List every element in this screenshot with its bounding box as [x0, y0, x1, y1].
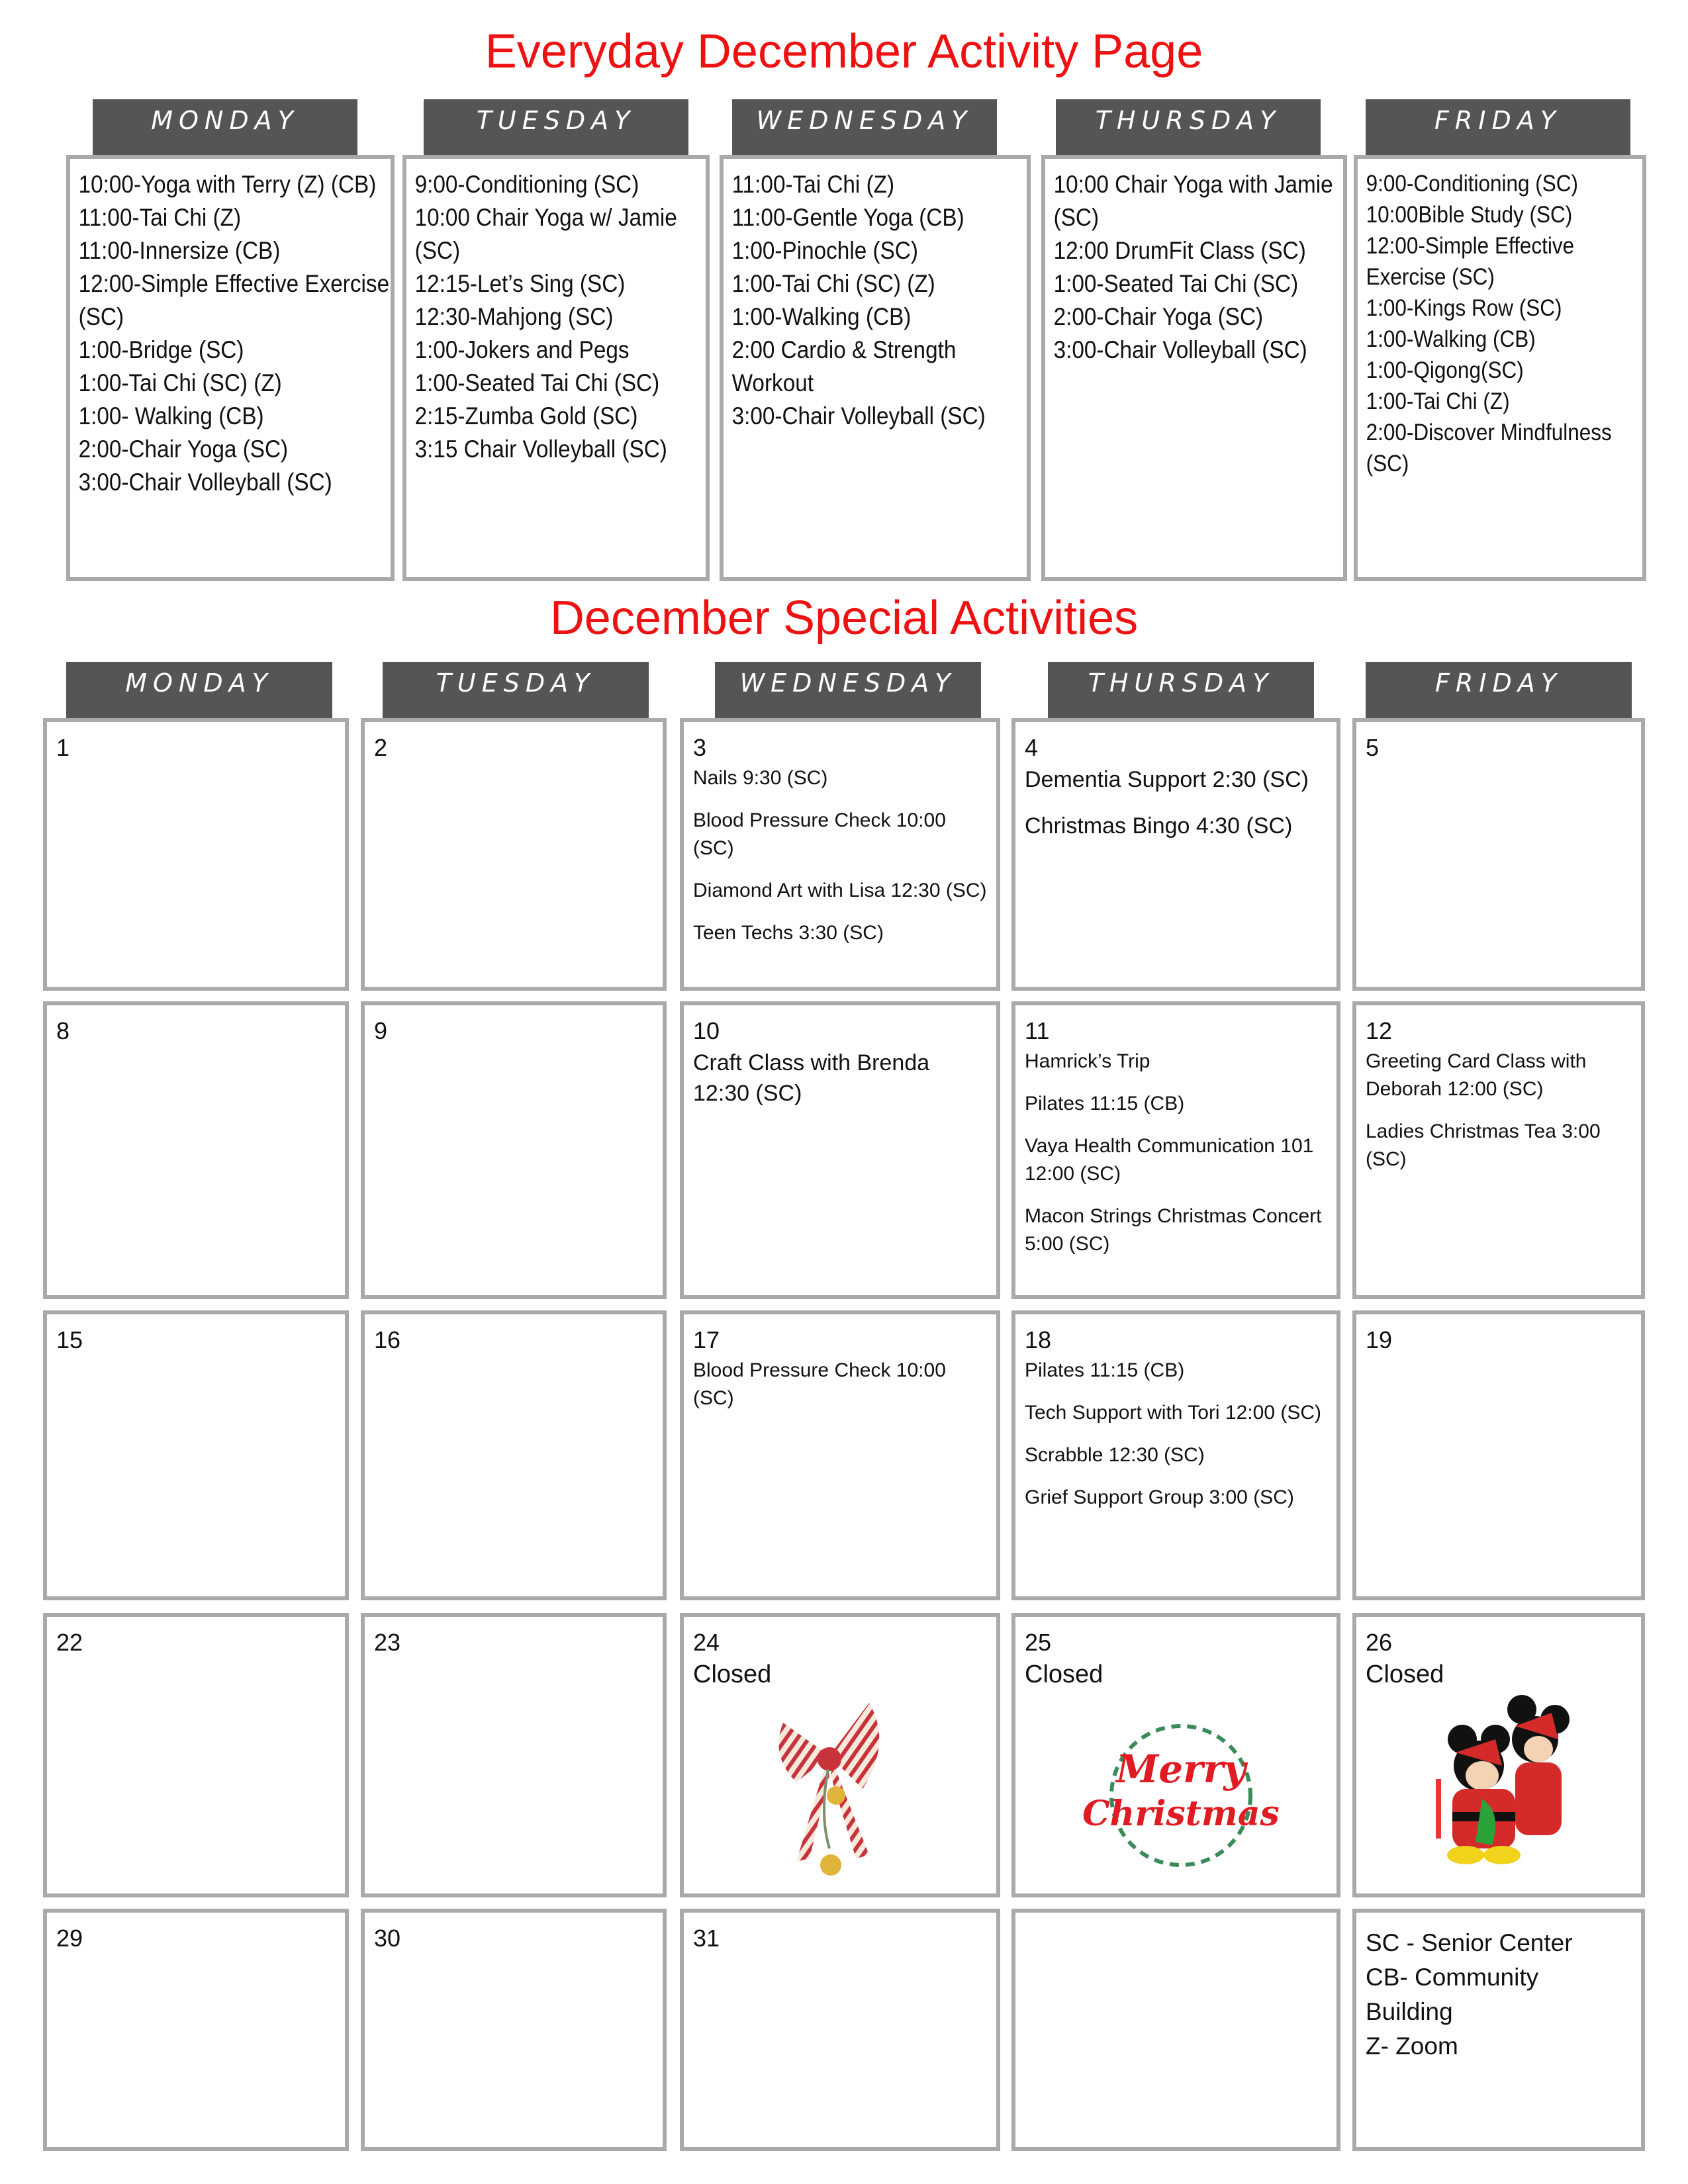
- activity-item: 3:15 Chair Volleyball (SC): [414, 435, 667, 463]
- activity-item: 12:30-Mahjong (SC): [414, 303, 614, 330]
- calendar-day-cell: [43, 1613, 349, 1897]
- special-activity: Blood Pressure Check 10:00 (SC): [693, 1359, 946, 1409]
- activity-item: 2:00 Cardio & Strength Workout: [731, 336, 957, 396]
- everyday-box-monday: [66, 155, 395, 581]
- special-activity: Vaya Health Communication 101 12:00 (SC): [1025, 1135, 1314, 1185]
- merry-christmas-lettering-image: [1082, 1716, 1280, 1878]
- activity-item: 2:00-Chair Yoga (SC): [1053, 303, 1264, 330]
- day-number: 2: [374, 734, 388, 761]
- special-activity: Christmas Bingo 4:30 (SC): [1025, 813, 1293, 839]
- calendar-day-cell: [1011, 718, 1340, 991]
- calendar-day-cell: [1352, 1613, 1645, 1897]
- day-number: [1015, 1913, 1336, 1925]
- everyday-header-friday: FRIDAY: [1366, 99, 1630, 155]
- activity-item: 1:00-Pinochle (SC): [731, 237, 918, 264]
- calendar-day-cell: [680, 1909, 1000, 2151]
- day-number: 4: [1025, 734, 1039, 761]
- day-number: 3: [693, 734, 707, 761]
- activity-list: [1356, 1045, 1641, 1173]
- activity-item: 12:00 DrumFit Class (SC): [1053, 237, 1306, 264]
- activity-item: 1:00-Tai Chi (SC) (Z): [731, 270, 935, 297]
- everyday-list-wednesday: [724, 159, 1035, 433]
- everyday-box-thursday: [1041, 155, 1347, 581]
- day-number: 25: [1025, 1629, 1052, 1656]
- activity-item: 11:00-Tai Chi (Z): [78, 204, 242, 231]
- legend-item: CB- Community Building: [1366, 1964, 1539, 2025]
- christmas-bow-with-bells-image: [757, 1696, 902, 1885]
- activity-item: 3:00-Chair Volleyball (SC): [731, 402, 986, 430]
- everyday-list-tuesday: [406, 159, 714, 466]
- special-activity: Nails 9:30 (SC): [693, 767, 828, 789]
- calendar-day-cell: [361, 1909, 667, 2151]
- special-activity: Tech Support with Tori 12:00 (SC): [1025, 1402, 1321, 1424]
- activity-item: 9:00-Conditioning (SC): [1366, 171, 1579, 197]
- activity-item: 1:00-Tai Chi (SC) (Z): [78, 369, 282, 396]
- special-activity: Dementia Support 2:30 (SC): [1025, 767, 1309, 792]
- day-number: 19: [1366, 1326, 1393, 1353]
- special-activity: Diamond Art with Lisa 12:30 (SC): [693, 880, 987, 901]
- day-number: 31: [693, 1925, 720, 1952]
- calendar-day-cell: [1011, 1001, 1340, 1299]
- day-number: 26: [1366, 1629, 1393, 1656]
- calendar-day-cell: [43, 1001, 349, 1299]
- day-number: 8: [56, 1017, 70, 1044]
- calendar-day-cell: [680, 1001, 1000, 1299]
- special-activity: Teen Techs 3:30 (SC): [693, 922, 884, 944]
- special-header-friday: FRIDAY: [1366, 662, 1632, 720]
- day-number: 17: [693, 1326, 720, 1353]
- special-activity: Craft Class with Brenda 12:30 (SC): [693, 1050, 930, 1106]
- activity-item: 11:00-Innersize (CB): [78, 237, 281, 264]
- special-activity: Macon Strings Christmas Concert 5:00 (SC): [1025, 1205, 1322, 1255]
- calendar-day-cell: [1011, 1613, 1340, 1897]
- activity-item: 10:00 Chair Yoga w/ Jamie (SC): [414, 204, 677, 264]
- everyday-box-tuesday: [402, 155, 710, 581]
- day-number: 16: [374, 1326, 401, 1353]
- day-number: 9: [374, 1017, 388, 1044]
- legend-item: Z- Zoom: [1366, 2032, 1458, 2060]
- special-activity: Blood Pressure Check 10:00 (SC): [693, 809, 946, 859]
- calendar-day-cell: [680, 1310, 1000, 1600]
- activity-item: 9:00-Conditioning (SC): [414, 171, 639, 198]
- activity-item: 11:00-Tai Chi (Z): [731, 171, 895, 198]
- special-activity: Scrabble 12:30 (SC): [1025, 1444, 1205, 1466]
- special-activity: Pilates 11:15 (CB): [1025, 1093, 1185, 1115]
- special-header-monday: MONDAY: [66, 662, 332, 720]
- day-number: 18: [1025, 1326, 1052, 1353]
- closed-status: Closed: [1025, 1661, 1103, 1688]
- legend-item: SC - Senior Center: [1366, 1929, 1573, 1956]
- calendar-day-cell: [680, 1613, 1000, 1897]
- activity-item: 11:00-Gentle Yoga (CB): [731, 204, 964, 231]
- activity-item: 2:00-Chair Yoga (SC): [78, 435, 289, 463]
- special-activity: Grief Support Group 3:00 (SC): [1025, 1486, 1294, 1508]
- everyday-header-thursday: THURSDAY: [1056, 99, 1321, 155]
- day-number: 29: [56, 1925, 83, 1952]
- activity-list: [684, 1045, 996, 1109]
- calendar-day-cell: [361, 718, 667, 991]
- day-number: 15: [56, 1326, 83, 1353]
- day-number: 10: [693, 1017, 720, 1044]
- activity-item: 3:00-Chair Volleyball (SC): [1053, 336, 1307, 363]
- activity-item: 2:15-Zumba Gold (SC): [414, 402, 638, 430]
- everyday-box-friday: [1354, 155, 1646, 581]
- day-number: 5: [1366, 734, 1380, 761]
- activity-list: [1015, 762, 1336, 841]
- special-header-wednesday: WEDNESDAY: [715, 662, 981, 720]
- calendar-day-cell: [1352, 1001, 1645, 1299]
- activity-item: 1:00-Bridge (SC): [78, 336, 244, 363]
- everyday-header-monday: MONDAY: [93, 99, 357, 155]
- activity-item: 12:15-Let’s Sing (SC): [414, 270, 626, 297]
- activity-item: 1:00-Walking (CB): [1366, 326, 1536, 352]
- activity-list: [1015, 1045, 1336, 1258]
- everyday-list-thursday: [1045, 159, 1351, 367]
- day-number: 12: [1366, 1017, 1393, 1044]
- everyday-header-wednesday: WEDNESDAY: [732, 99, 997, 155]
- calendar-day-cell: [361, 1001, 667, 1299]
- activity-item: 2:00-Discover Mindfulness (SC): [1366, 420, 1612, 477]
- activity-item: 12:00-Simple Effective Exercise (SC): [78, 270, 390, 330]
- mickey-and-minnie-santa-image: [1416, 1693, 1581, 1868]
- special-activity: Greeting Card Class with Deborah 12:00 (SC): [1366, 1050, 1587, 1100]
- activity-item: 1:00-Seated Tai Chi (SC): [1053, 270, 1299, 297]
- special-title: December Special Activities: [549, 592, 1139, 645]
- calendar-day-cell: [1352, 718, 1645, 991]
- calendar-day-cell: [1011, 1909, 1340, 2151]
- calendar-day-cell: [1011, 1310, 1340, 1600]
- activity-item: 3:00-Chair Volleyball (SC): [78, 469, 332, 496]
- calendar-day-cell: [43, 1310, 349, 1600]
- special-activity: Hamrick’s Trip: [1025, 1050, 1150, 1072]
- activity-item: 1:00-Qigong(SC): [1366, 357, 1524, 383]
- activity-item: 12:00-Simple Effective Exercise (SC): [1366, 233, 1575, 290]
- everyday-list-monday: [70, 159, 399, 499]
- day-number: 23: [374, 1629, 401, 1656]
- everyday-list-friday: [1358, 159, 1650, 479]
- merry-text: Merry: [1116, 1747, 1246, 1792]
- activity-list: [684, 1354, 996, 1412]
- calendar-day-cell: [43, 1909, 349, 2151]
- christmas-text: Christmas: [1082, 1794, 1280, 1834]
- calendar-day-cell: [680, 718, 1000, 991]
- closed-status: Closed: [693, 1661, 772, 1688]
- special-activity: Ladies Christmas Tea 3:00 (SC): [1366, 1120, 1601, 1170]
- activity-list: [684, 762, 996, 947]
- activity-item: 1:00-Kings Row (SC): [1366, 295, 1562, 321]
- special-header-thursday: THURSDAY: [1048, 662, 1314, 720]
- special-header-tuesday: TUESDAY: [383, 662, 649, 720]
- activity-item: 1:00-Tai Chi (Z): [1366, 388, 1510, 414]
- activity-item: 10:00 Chair Yoga with Jamie (SC): [1053, 171, 1333, 231]
- day-number: 22: [56, 1629, 83, 1656]
- closed-status: Closed: [1366, 1661, 1444, 1688]
- calendar-day-cell: [43, 718, 349, 991]
- activity-item: 1:00-Jokers and Pegs: [414, 336, 630, 363]
- activity-item: 10:00-Yoga with Terry (Z) (CB): [78, 171, 377, 198]
- day-number: 30: [374, 1925, 401, 1952]
- activity-item: 1:00-Walking (CB): [731, 303, 912, 330]
- activity-item: 10:00Bible Study (SC): [1366, 202, 1573, 228]
- calendar-day-cell: [1352, 1310, 1645, 1600]
- activity-item: 1:00-Seated Tai Chi (SC): [414, 369, 660, 396]
- everyday-title: Everyday December Activity Page: [485, 25, 1203, 78]
- location-legend: [1356, 1913, 1641, 2064]
- activity-item: 1:00- Walking (CB): [78, 402, 264, 430]
- everyday-header-tuesday: TUESDAY: [424, 99, 688, 155]
- calendar-day-cell: [1352, 1909, 1645, 2151]
- day-number: 11: [1025, 1017, 1050, 1044]
- special-activity: Pilates 11:15 (CB): [1025, 1359, 1185, 1381]
- activity-list: [1015, 1354, 1336, 1512]
- calendar-day-cell: [361, 1613, 667, 1897]
- calendar-day-cell: [361, 1310, 667, 1600]
- everyday-box-wednesday: [720, 155, 1031, 581]
- day-number: 1: [56, 734, 70, 761]
- day-number: 24: [693, 1629, 720, 1656]
